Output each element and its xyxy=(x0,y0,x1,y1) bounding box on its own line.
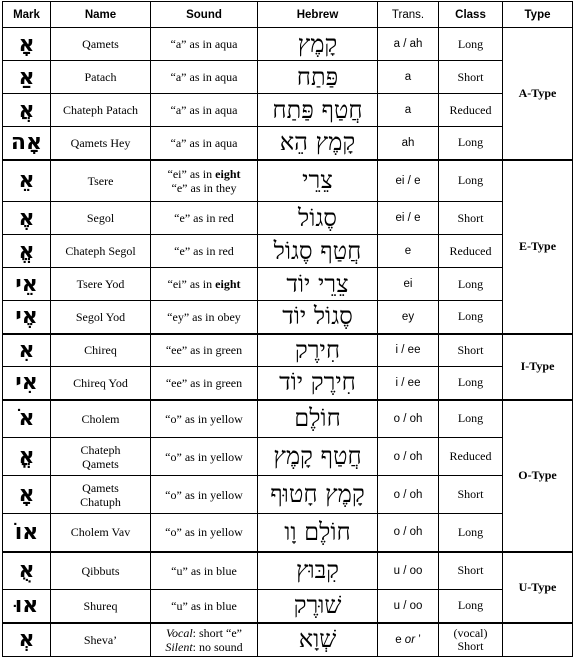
vowel-sound: “o” as in yellow xyxy=(151,476,258,514)
transliteration: a xyxy=(378,94,439,127)
transliteration: o / oh xyxy=(378,476,439,514)
transliteration: u / oo xyxy=(378,590,439,623)
vowel-mark: אֱ xyxy=(3,235,51,268)
vowel-sound: “u” as in blue xyxy=(151,552,258,590)
vowel-class: Short xyxy=(439,334,503,367)
table-row xyxy=(3,400,573,438)
transliteration: i / ee xyxy=(378,367,439,400)
vowel-sound: “ei” as in eight xyxy=(151,268,258,301)
vowel-mark: אִ xyxy=(3,334,51,367)
vowel-name: Segol xyxy=(51,202,151,235)
vowel-name: Sheva’ xyxy=(51,623,151,657)
table-row xyxy=(3,301,573,334)
header-trans: Trans. xyxy=(378,2,439,28)
vowel-sound: “o” as in yellow xyxy=(151,400,258,438)
vowel-name: Cholem Vav xyxy=(51,514,151,552)
hebrew-spelling: חֲטַף פַּתַח xyxy=(258,94,378,127)
vowel-class: Long xyxy=(439,28,503,61)
vowel-sound: “e” as in red xyxy=(151,235,258,268)
hebrew-spelling: חוֹלֶם וָו xyxy=(258,514,378,552)
hebrew-spelling: שׁוּרֶק xyxy=(258,590,378,623)
vowel-sound: “ee” as in green xyxy=(151,334,258,367)
header-row xyxy=(3,2,573,28)
type-group-label: O-Type xyxy=(503,400,573,552)
transliteration: e xyxy=(378,235,439,268)
vowel-name: Qibbuts xyxy=(51,552,151,590)
transliteration: ei xyxy=(378,268,439,301)
vowel-name: Cholem xyxy=(51,400,151,438)
vowel-sound: “a” as in aqua xyxy=(151,61,258,94)
sound-line-2: Silent: no sound xyxy=(165,639,243,654)
header-type: Type xyxy=(503,2,573,28)
transliteration: ey xyxy=(378,301,439,334)
hebrew-spelling: קָמֶץ הֵא xyxy=(258,127,378,160)
vowel-class: Long xyxy=(439,400,503,438)
vowel-name: Tsere Yod xyxy=(51,268,151,301)
vowel-name: Tsere xyxy=(51,160,151,202)
hebrew-spelling: קָמֶץ חָטוּף xyxy=(258,476,378,514)
vowel-class: Long xyxy=(439,367,503,400)
hebrew-spelling: שְׁוָא xyxy=(258,623,378,657)
transliteration: ei / e xyxy=(378,202,439,235)
transliteration: o / oh xyxy=(378,438,439,476)
transliteration: ei / e xyxy=(378,160,439,202)
table-row xyxy=(3,367,573,400)
header-sound: Sound xyxy=(151,2,258,28)
vowel-mark: אְ xyxy=(3,623,51,657)
transliteration: o / oh xyxy=(378,400,439,438)
table-row xyxy=(3,590,573,623)
hebrew-spelling: סֶגוֹל יוֹד xyxy=(258,301,378,334)
vowel-name: Chateph Segol xyxy=(51,235,151,268)
vowel-class: Short xyxy=(439,476,503,514)
vowel-mark: אִי xyxy=(3,367,51,400)
vowel-mark: אֹ xyxy=(3,400,51,438)
vowel-sound: “e” as in red xyxy=(151,202,258,235)
vowel-class: Short xyxy=(439,202,503,235)
table-row xyxy=(3,268,573,301)
hebrew-spelling: חִירֶק יוֹד xyxy=(258,367,378,400)
table-row xyxy=(3,28,573,61)
empty-type-cell xyxy=(503,623,573,657)
vowel-sound xyxy=(151,623,258,657)
vowel-class: Reduced xyxy=(439,235,503,268)
vowel-mark: אֳ xyxy=(3,438,51,476)
hebrew-spelling: חֲטַף קָמֶץ xyxy=(258,438,378,476)
vowel-mark: אֶי xyxy=(3,301,51,334)
table-row xyxy=(3,476,573,514)
transliteration: u / oo xyxy=(378,552,439,590)
table-row xyxy=(3,623,573,657)
type-group-label: U-Type xyxy=(503,552,573,623)
table-row xyxy=(3,94,573,127)
table-row xyxy=(3,160,573,202)
hebrew-spelling: חִירֶק xyxy=(258,334,378,367)
vowel-sound: “a” as in aqua xyxy=(151,28,258,61)
table-row xyxy=(3,202,573,235)
vowel-name: Chateph Patach xyxy=(51,94,151,127)
vowel-class: Long xyxy=(439,127,503,160)
vowel-class: Long xyxy=(439,268,503,301)
vowel-sound: “ee” as in green xyxy=(151,367,258,400)
hebrew-spelling: חֲטַף סֶגוֹל xyxy=(258,235,378,268)
header-name: Name xyxy=(51,2,151,28)
vowel-sound: “a” as in aqua xyxy=(151,94,258,127)
vowel-sound: “o” as in yellow xyxy=(151,514,258,552)
table-row xyxy=(3,438,573,476)
type-group-label: I-Type xyxy=(503,334,573,400)
hebrew-spelling: קִבּוּץ xyxy=(258,552,378,590)
vowel-name: Chireq xyxy=(51,334,151,367)
vowel-mark: אוֹ xyxy=(3,514,51,552)
vowel-sound: “u” as in blue xyxy=(151,590,258,623)
vowel-class: Short xyxy=(439,552,503,590)
table-row xyxy=(3,127,573,160)
vowel-name: Qamets Chatuph xyxy=(51,476,151,514)
vowel-mark: אֻ xyxy=(3,552,51,590)
vowel-sound xyxy=(151,160,258,202)
vowel-mark: אֲ xyxy=(3,94,51,127)
table-row xyxy=(3,61,573,94)
vowel-class: Long xyxy=(439,590,503,623)
sound-line-1: Vocal: short “e” xyxy=(166,625,242,640)
vowel-class: Long xyxy=(439,301,503,334)
table-row xyxy=(3,334,573,367)
transliteration: i / ee xyxy=(378,334,439,367)
vowel-mark: אַ xyxy=(3,61,51,94)
vowel-class: Long xyxy=(439,160,503,202)
hebrew-spelling: קָמֶץ xyxy=(258,28,378,61)
vowel-mark: אָ xyxy=(3,28,51,61)
header-mark: Mark xyxy=(3,2,51,28)
type-group-label: A-Type xyxy=(503,28,573,160)
vowel-mark: אוּ xyxy=(3,590,51,623)
hebrew-vowel-table xyxy=(2,1,573,657)
type-group-label: E-Type xyxy=(503,160,573,334)
vowel-name: Patach xyxy=(51,61,151,94)
vowel-name: Qamets xyxy=(51,28,151,61)
vowel-mark: אָה xyxy=(3,127,51,160)
vowel-class: Reduced xyxy=(439,94,503,127)
vowel-name: Qamets Hey xyxy=(51,127,151,160)
hebrew-spelling: חוֹלֶם xyxy=(258,400,378,438)
vowel-class: Long xyxy=(439,514,503,552)
vowel-name: Chireq Yod xyxy=(51,367,151,400)
transliteration: o / oh xyxy=(378,514,439,552)
hebrew-spelling: צֵרֵי יוֹד xyxy=(258,268,378,301)
hebrew-spelling: פַּתַח xyxy=(258,61,378,94)
table-row xyxy=(3,514,573,552)
table-row xyxy=(3,552,573,590)
hebrew-spelling: סֶגוֹל xyxy=(258,202,378,235)
vowel-sound: “ey” as in obey xyxy=(151,301,258,334)
sound-line-2: “e” as in they xyxy=(171,180,237,195)
vowel-mark: אֵי xyxy=(3,268,51,301)
transliteration: e or ’ xyxy=(378,623,439,657)
transliteration: ah xyxy=(378,127,439,160)
vowel-mark: אֵ xyxy=(3,160,51,202)
vowel-class: (vocal) Short xyxy=(439,623,503,657)
vowel-name: Chateph Qamets xyxy=(51,438,151,476)
vowel-name: Segol Yod xyxy=(51,301,151,334)
sound-line-1: “ei” as in eight xyxy=(167,166,241,181)
vowel-class: Short xyxy=(439,61,503,94)
vowel-name: Shureq xyxy=(51,590,151,623)
transliteration: a / ah xyxy=(378,28,439,61)
hebrew-spelling: צֵרֵי xyxy=(258,160,378,202)
header-hebrew: Hebrew xyxy=(258,2,378,28)
table-row xyxy=(3,235,573,268)
vowel-mark: אֶ xyxy=(3,202,51,235)
vowel-sound: “a” as in aqua xyxy=(151,127,258,160)
header-class: Class xyxy=(439,2,503,28)
vowel-sound: “o” as in yellow xyxy=(151,438,258,476)
vowel-class: Reduced xyxy=(439,438,503,476)
vowel-mark: אָ xyxy=(3,476,51,514)
transliteration: a xyxy=(378,61,439,94)
